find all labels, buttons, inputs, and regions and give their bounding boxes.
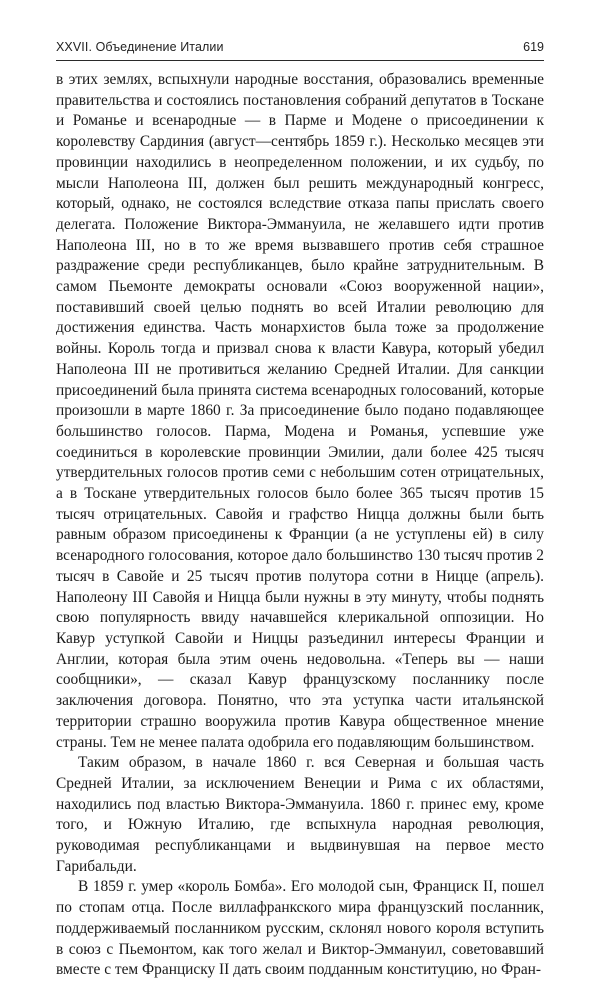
body-text [56,70,544,981]
running-header [56,38,544,61]
book-page [56,38,544,981]
paragraph-3: В 1859 г. умер «король Бомба». Его молодой сын, Франциск II, пошел по стопам отца. После виллафранкского мира французский посланник, поддерживаемый посланником русским, склонял нового короля вступить в союз с Пьемонтом, как того желал и Виктор-Эммануил, советовавший вместе с тем Франциску II дать своим подданным конституцию, но Фран- [56,878,544,979]
page-number: 619 [523,40,544,54]
paragraph-2: Таким образом, в начале 1860 г. вся Северная и большая часть Средней Италии, за исключением Венеции и Рима с их областями, находились под властью Виктора-Эммануила. 1860 г. принес ему, кроме того, и Южную Италию, где вспыхнула народная революция, руководимая республиканцами и выдвинувшая на первое место Гарибальди. [56,754,544,875]
section-title: XXVII. Объединение Италии [56,40,224,54]
paragraph-1: в этих землях, вспыхнули народные восстания, образовались временные правительства и состоялись постановления собраний депутатов в Тоскане и Романье и всенародные — в Парме и Модене о присоединении к королевству Сардиния (август—сентябрь 1859 г.). Несколько месяцев эти провинции находились в неопределенном положении, и их судьбу, по мысли Наполеона III, должен был решить международный конгресс, который, однако, не состоялся вследствие отказа папы прислать своего делегата. Положение Виктора-Эммануила, не желавшего идти против Наполеона III, но в то же время вызвавшего против себя страшное раздражение среди республиканцев, было крайне затруднительным. В самом Пьемонте демократы основали «Союз вооруженной нации», поставивший своей целью поднять во всей Италии революцию для достижения единства. Часть монархистов была тоже за продолжение войны. Король тогда и призвал снова к власти Кавура, который убедил Наполеона III не противиться желанию Средней Италии. Для санкции присоединений была принята система всенародных голосований, которые произошли в марте 1860 г. За присоединение было подано подавляющее большинство голосов. Парма, Модена и Романья, успевшие уже соединиться в королевские провинции Эмилии, дали более 425 тысяч утвердительных голосов против семи с небольшим сотен отрицательных, а в Тоскане утвердительных голосов было более 365 тысяч против 15 тысяч отрицательных. Савойя и графство Ницца должны были быть равным образом присоединены к Франции (а не уступлены ей) в силу всенародного голосования, которое дало большинство 130 тысяч против 2 тысяч в Савойе и 25 тысяч против полутора сотни в Ницце (апрель). Наполеону III Савойя и Ницца были нужны в эту минуту, чтобы поднять свою популярность ввиду начавшейся клерикальной оппозиции. Но Кавур уступкой Савойи и Ниццы разъединил интересы Франции и Англии, которая была этим очень недовольна. «Теперь вы — наши сообщники», — сказал Кавур французскому посланнику после заключения договора. Понятно, что эта уступка части итальянской территории страшно вооружила против Кавура общественное мнение страны. Тем не менее палата одобрила его подавляющим большинством. [56,71,544,751]
